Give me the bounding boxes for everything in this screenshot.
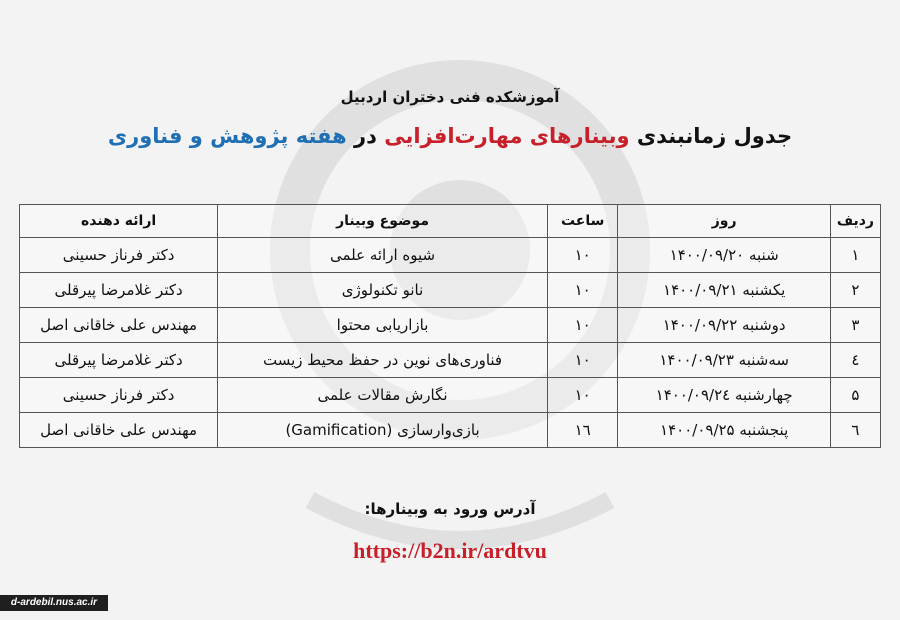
cell-presenter: مهندس علی خاقانی اصل [20, 308, 218, 343]
cell-presenter: دکتر غلامرضا پیرقلی [20, 273, 218, 308]
cell-hour: ۱٦ [547, 413, 618, 448]
header-topic: موضوع وبینار [218, 205, 548, 238]
cell-topic: نگارش مقالات علمی [218, 378, 548, 413]
title-part-3: در [346, 124, 385, 148]
cell-topic: شیوه ارائه علمی [218, 238, 548, 273]
table-row [20, 343, 881, 378]
schedule-table [19, 204, 881, 448]
cell-day: شنبه ۱۴۰۰/۰۹/۲۰ [618, 238, 830, 273]
site-badge: d-ardebil.nus.ac.ir [0, 595, 108, 611]
table-row [20, 238, 881, 273]
table-row [20, 378, 881, 413]
cell-hour: ۱۰ [547, 238, 618, 273]
header-hour: ساعت [547, 205, 618, 238]
header-presenter: ارائه دهنده [20, 205, 218, 238]
header-day: روز [618, 205, 830, 238]
cell-day: پنجشنبه ۱۴۰۰/۰۹/۲۵ [618, 413, 830, 448]
title-part-2: وبینارهای مهارت‌افزایی [384, 124, 630, 148]
cell-row-number: ۱ [830, 238, 880, 273]
cell-topic: فناوری‌های نوین در حفظ محیط زیست [218, 343, 548, 378]
cell-topic: بازی‌وارسازی (Gamification) [218, 413, 548, 448]
table-row [20, 413, 881, 448]
cell-day: یکشنبه ۱۴۰۰/۰۹/۲۱ [618, 273, 830, 308]
cell-day: سه‌شنبه ۱۴۰۰/۰۹/۲۳ [618, 343, 830, 378]
institute-name: آموزشکده فنی دختران اردبیل [340, 88, 560, 106]
cell-row-number: ٤ [830, 343, 880, 378]
cell-day: چهارشنبه ۱۴۰۰/۰۹/۲٤ [618, 378, 830, 413]
cell-hour: ۱۰ [547, 343, 618, 378]
cell-presenter: مهندس علی خاقانی اصل [20, 413, 218, 448]
cell-row-number: ۵ [830, 378, 880, 413]
title-part-4: هفته پژوهش و فناوری [107, 124, 347, 148]
cell-hour: ۱۰ [547, 378, 618, 413]
title-part-1: جدول زمانبندی [629, 124, 793, 148]
cell-presenter: دکتر فرناز حسینی [20, 378, 218, 413]
cell-row-number: ۲ [830, 273, 880, 308]
header-row-number: ردیف [830, 205, 880, 238]
cell-hour: ۱۰ [547, 308, 618, 343]
cell-topic: نانو تکنولوژی [218, 273, 548, 308]
cell-presenter: دکتر فرناز حسینی [20, 238, 218, 273]
cell-row-number: ۳ [830, 308, 880, 343]
webinar-link[interactable]: https://b2n.ir/ardtvu [353, 538, 547, 563]
cell-presenter: دکتر غلامرضا پیرقلی [20, 343, 218, 378]
cell-topic: بازاریابی محتوا [218, 308, 548, 343]
table-header-row [20, 205, 881, 238]
table-row [20, 308, 881, 343]
cell-day: دوشنبه ۱۴۰۰/۰۹/۲۲ [618, 308, 830, 343]
table-row [20, 273, 881, 308]
address-label: آدرس ورود به وبینارها: [364, 500, 536, 518]
page-title [0, 124, 900, 148]
cell-row-number: ٦ [830, 413, 880, 448]
cell-hour: ۱۰ [547, 273, 618, 308]
